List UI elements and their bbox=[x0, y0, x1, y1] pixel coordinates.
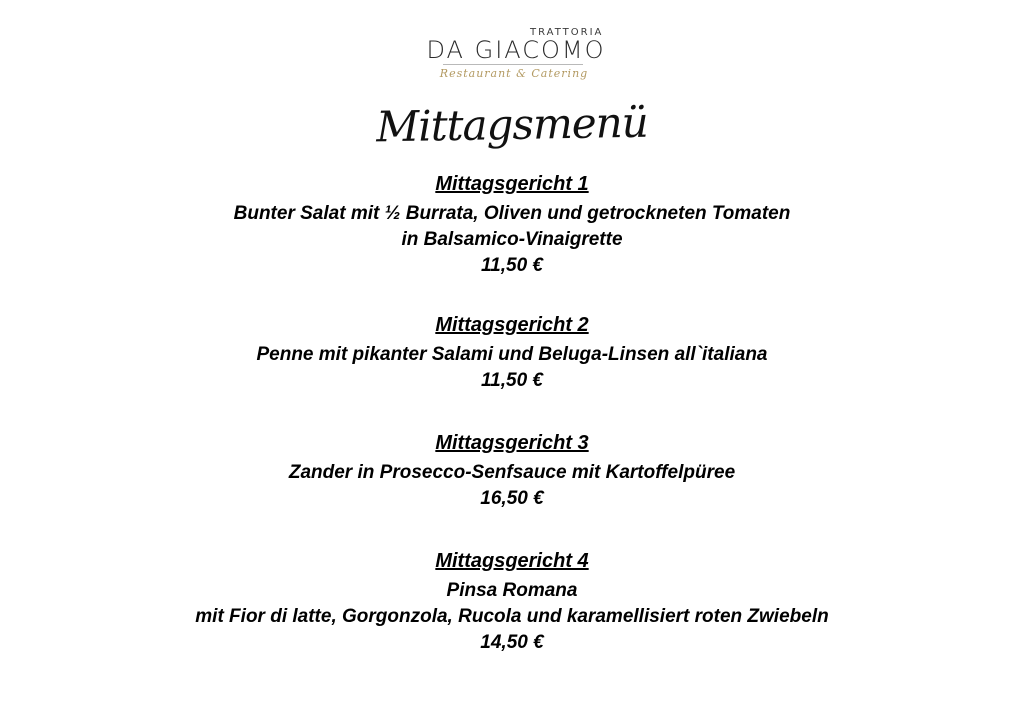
restaurant-logo bbox=[0, 26, 1024, 88]
menu-item-heading: Mittagsgericht 3 bbox=[435, 432, 589, 454]
menu-title: Mittagsmenü bbox=[375, 97, 649, 152]
menu-item-name: Pinsa Romana bbox=[446, 580, 578, 601]
menu-item-price: 16,50 € bbox=[480, 488, 544, 509]
menu-item-price: 11,50 € bbox=[481, 370, 543, 391]
menu-item bbox=[0, 430, 1024, 512]
menu-item-description: Penne mit pikanter Salami und Beluga-Linsen all`italiana bbox=[256, 344, 768, 365]
menu-item-description: Zander in Prosecco-Senfsauce mit Kartoffelpüree bbox=[288, 462, 736, 483]
menu-item-heading: Mittagsgericht 1 bbox=[435, 173, 589, 195]
menu-item bbox=[0, 312, 1024, 394]
menu-item-price: 14,50 € bbox=[480, 632, 544, 653]
menu-item-price: 11,50 € bbox=[481, 255, 543, 276]
menu-item-description: in Balsamico-Vinaigrette bbox=[401, 229, 623, 250]
logo-subtitle: Restaurant & Catering bbox=[439, 67, 589, 80]
menu-item-description: mit Fior di latte, Gorgonzola, Rucola und karamellisiert roten Zwiebeln bbox=[195, 606, 829, 627]
logo-divider bbox=[443, 64, 583, 65]
menu-item-heading: Mittagsgericht 2 bbox=[435, 314, 589, 336]
menu-item bbox=[0, 171, 1024, 279]
menu-item-heading: Mittagsgericht 4 bbox=[435, 550, 589, 572]
logo-name: DA GIACOMO bbox=[426, 36, 606, 64]
logo-top-text: TRATTORIA bbox=[530, 27, 604, 38]
menu-item bbox=[0, 548, 1024, 656]
menu-item-description: Bunter Salat mit ½ Burrata, Oliven und getrockneten Tomaten bbox=[233, 203, 791, 224]
